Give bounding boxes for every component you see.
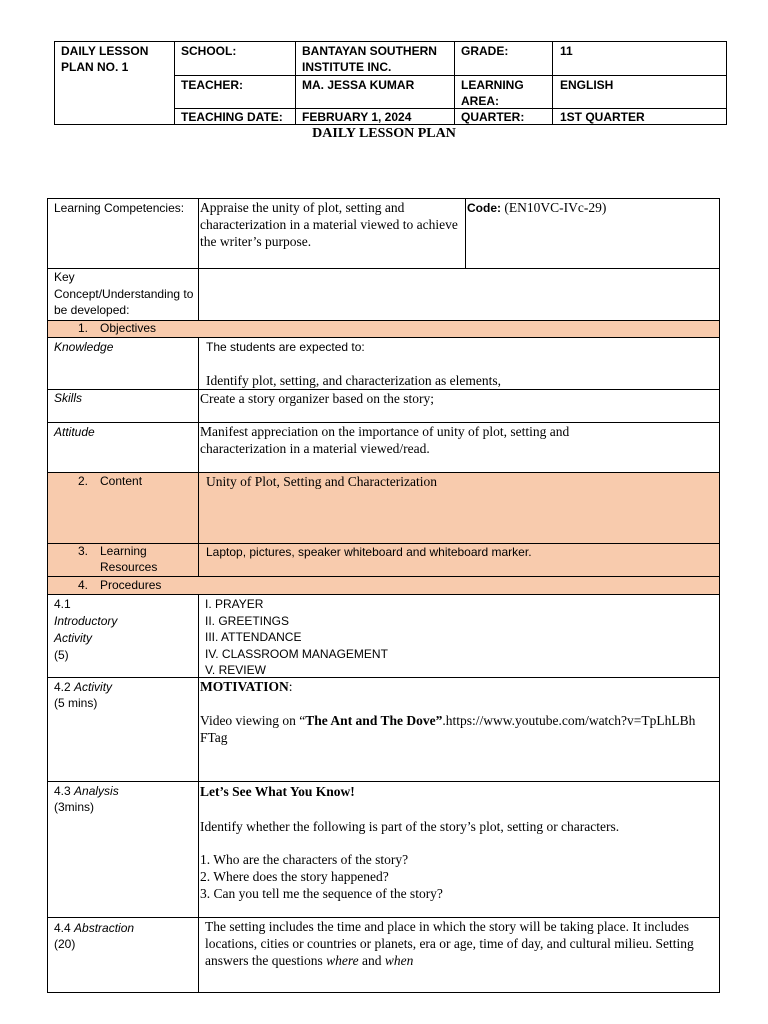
attitude-text: Manifest appreciation on the importance of unity of plot, setting and characterization in a material viewed/read. xyxy=(200,424,570,456)
learning-area-label: LEARNING AREA: xyxy=(461,78,524,108)
objectives-heading xyxy=(78,320,156,336)
list-item: 3. Can you tell me the sequence of the story? xyxy=(200,886,443,901)
content-number: 2. xyxy=(78,474,89,488)
video-prefix: Video viewing on “ xyxy=(200,713,306,728)
abstraction-text xyxy=(205,918,715,969)
skills-text: Create a story organizer based on the story; xyxy=(200,391,435,406)
objectives-label: Objectives xyxy=(100,321,157,335)
procedures-label: Procedures xyxy=(100,578,162,592)
knowledge-intro: The students are expected to: xyxy=(206,340,365,354)
quarter-label: QUARTER: xyxy=(461,110,525,124)
document-title: DAILY LESSON PLAN xyxy=(312,126,456,141)
procedures-heading xyxy=(78,577,161,593)
competencies-text: Appraise the unity of plot, setting and characterization in a material viewed to achieve the writer’s purpose. xyxy=(200,200,458,249)
list-item: II. GREETINGS xyxy=(205,613,290,628)
attitude-label: Attitude xyxy=(54,425,95,439)
abstraction-where: where xyxy=(326,953,359,968)
list-item: 1. Who are the characters of the story? xyxy=(200,852,409,867)
code-value: (EN10VC-IVc-29) xyxy=(504,200,607,215)
knowledge-text: Identify plot, setting, and characterization as elements, xyxy=(206,373,502,388)
video-link[interactable]: .https://www.youtube.com/watch?v=TpLhLBhFTag xyxy=(200,713,696,745)
code-label: Code: xyxy=(467,201,501,215)
key-concept-label: Key Concept/Understanding to be developed: xyxy=(54,270,194,317)
teaching-date-value: FEBRUARY 1, 2024 xyxy=(302,110,412,124)
analysis-heading: Let’s See What You Know! xyxy=(200,784,355,799)
learning-area-value: ENGLISH xyxy=(560,78,614,92)
school-value: BANTAYAN SOUTHERN INSTITUTE INC. xyxy=(302,44,437,74)
analysis-time: (3mins) xyxy=(54,800,95,814)
introductory-items xyxy=(205,596,388,679)
analysis-label xyxy=(54,783,119,815)
knowledge-label: Knowledge xyxy=(54,340,114,354)
teaching-date-label: TEACHING DATE: xyxy=(181,110,283,124)
skills-label: Skills xyxy=(54,391,83,405)
procedures-number: 4. xyxy=(78,578,89,592)
resources-number: 3. xyxy=(78,544,89,558)
analysis-number: 4.3 xyxy=(54,784,71,798)
abstraction-and: and xyxy=(361,953,382,968)
list-item: IV. CLASSROOM MANAGEMENT xyxy=(205,646,388,661)
analysis-instruction: Identify whether the following is part of the story’s plot, setting or characters. xyxy=(200,819,620,834)
content-label: Content xyxy=(100,474,143,488)
activity-time: (5 mins) xyxy=(54,696,98,710)
introductory-label xyxy=(54,596,144,664)
resources-heading xyxy=(78,543,170,575)
resources-label: Learning Resources xyxy=(100,544,158,574)
analysis-title: Analysis xyxy=(74,784,119,798)
abstraction-when: when xyxy=(384,953,414,968)
list-item: I. PRAYER xyxy=(205,597,264,611)
quarter-value: 1ST QUARTER xyxy=(560,110,645,124)
video-title: The Ant and The Dove” xyxy=(305,713,443,728)
list-item: V. REVIEW xyxy=(205,663,266,677)
grade-value: 11 xyxy=(560,44,573,58)
motivation-heading: MOTIVATION: xyxy=(200,679,293,694)
objectives-number: 1. xyxy=(78,321,89,335)
analysis-questions xyxy=(200,851,443,902)
abstraction-label xyxy=(54,920,134,952)
competencies-label: Learning Competencies: xyxy=(54,201,185,215)
list-item: III. ATTENDANCE xyxy=(205,630,302,644)
list-item: 2. Where does the story happened? xyxy=(200,869,389,884)
abstraction-title: Abstraction xyxy=(74,921,135,935)
video-viewing-text xyxy=(200,712,700,746)
abstraction-number: 4.4 xyxy=(54,921,71,935)
content-heading xyxy=(78,473,142,489)
introductory-time: (5) xyxy=(54,648,69,662)
school-label: SCHOOL: xyxy=(181,44,237,58)
activity-title: Activity xyxy=(74,680,113,694)
introductory-title: Introductory Activity xyxy=(54,614,118,645)
content-text: Unity of Plot, Setting and Characterization xyxy=(206,474,437,489)
teacher-label: TEACHER: xyxy=(181,78,243,92)
grade-label: GRADE: xyxy=(461,44,509,58)
teacher-value: MA. JESSA KUMAR xyxy=(302,78,415,92)
activity-number: 4.2 xyxy=(54,680,71,694)
competency-code xyxy=(467,199,606,216)
introductory-number: 4.1 xyxy=(54,597,71,611)
abstraction-time: (20) xyxy=(54,937,76,951)
activity-label xyxy=(54,679,112,711)
abstraction-body: The setting includes the time and place in which the story will be taking place. It includes locations, cities or countries or planets, era or age, time of day, and cultural milieu. Setting answers the questions xyxy=(205,919,694,968)
resources-text: Laptop, pictures, speaker whiteboard and whiteboard marker. xyxy=(206,545,532,559)
dlp-number: DAILY LESSON PLAN NO. 1 xyxy=(61,44,149,74)
motivation-label: MOTIVATION xyxy=(200,679,289,694)
